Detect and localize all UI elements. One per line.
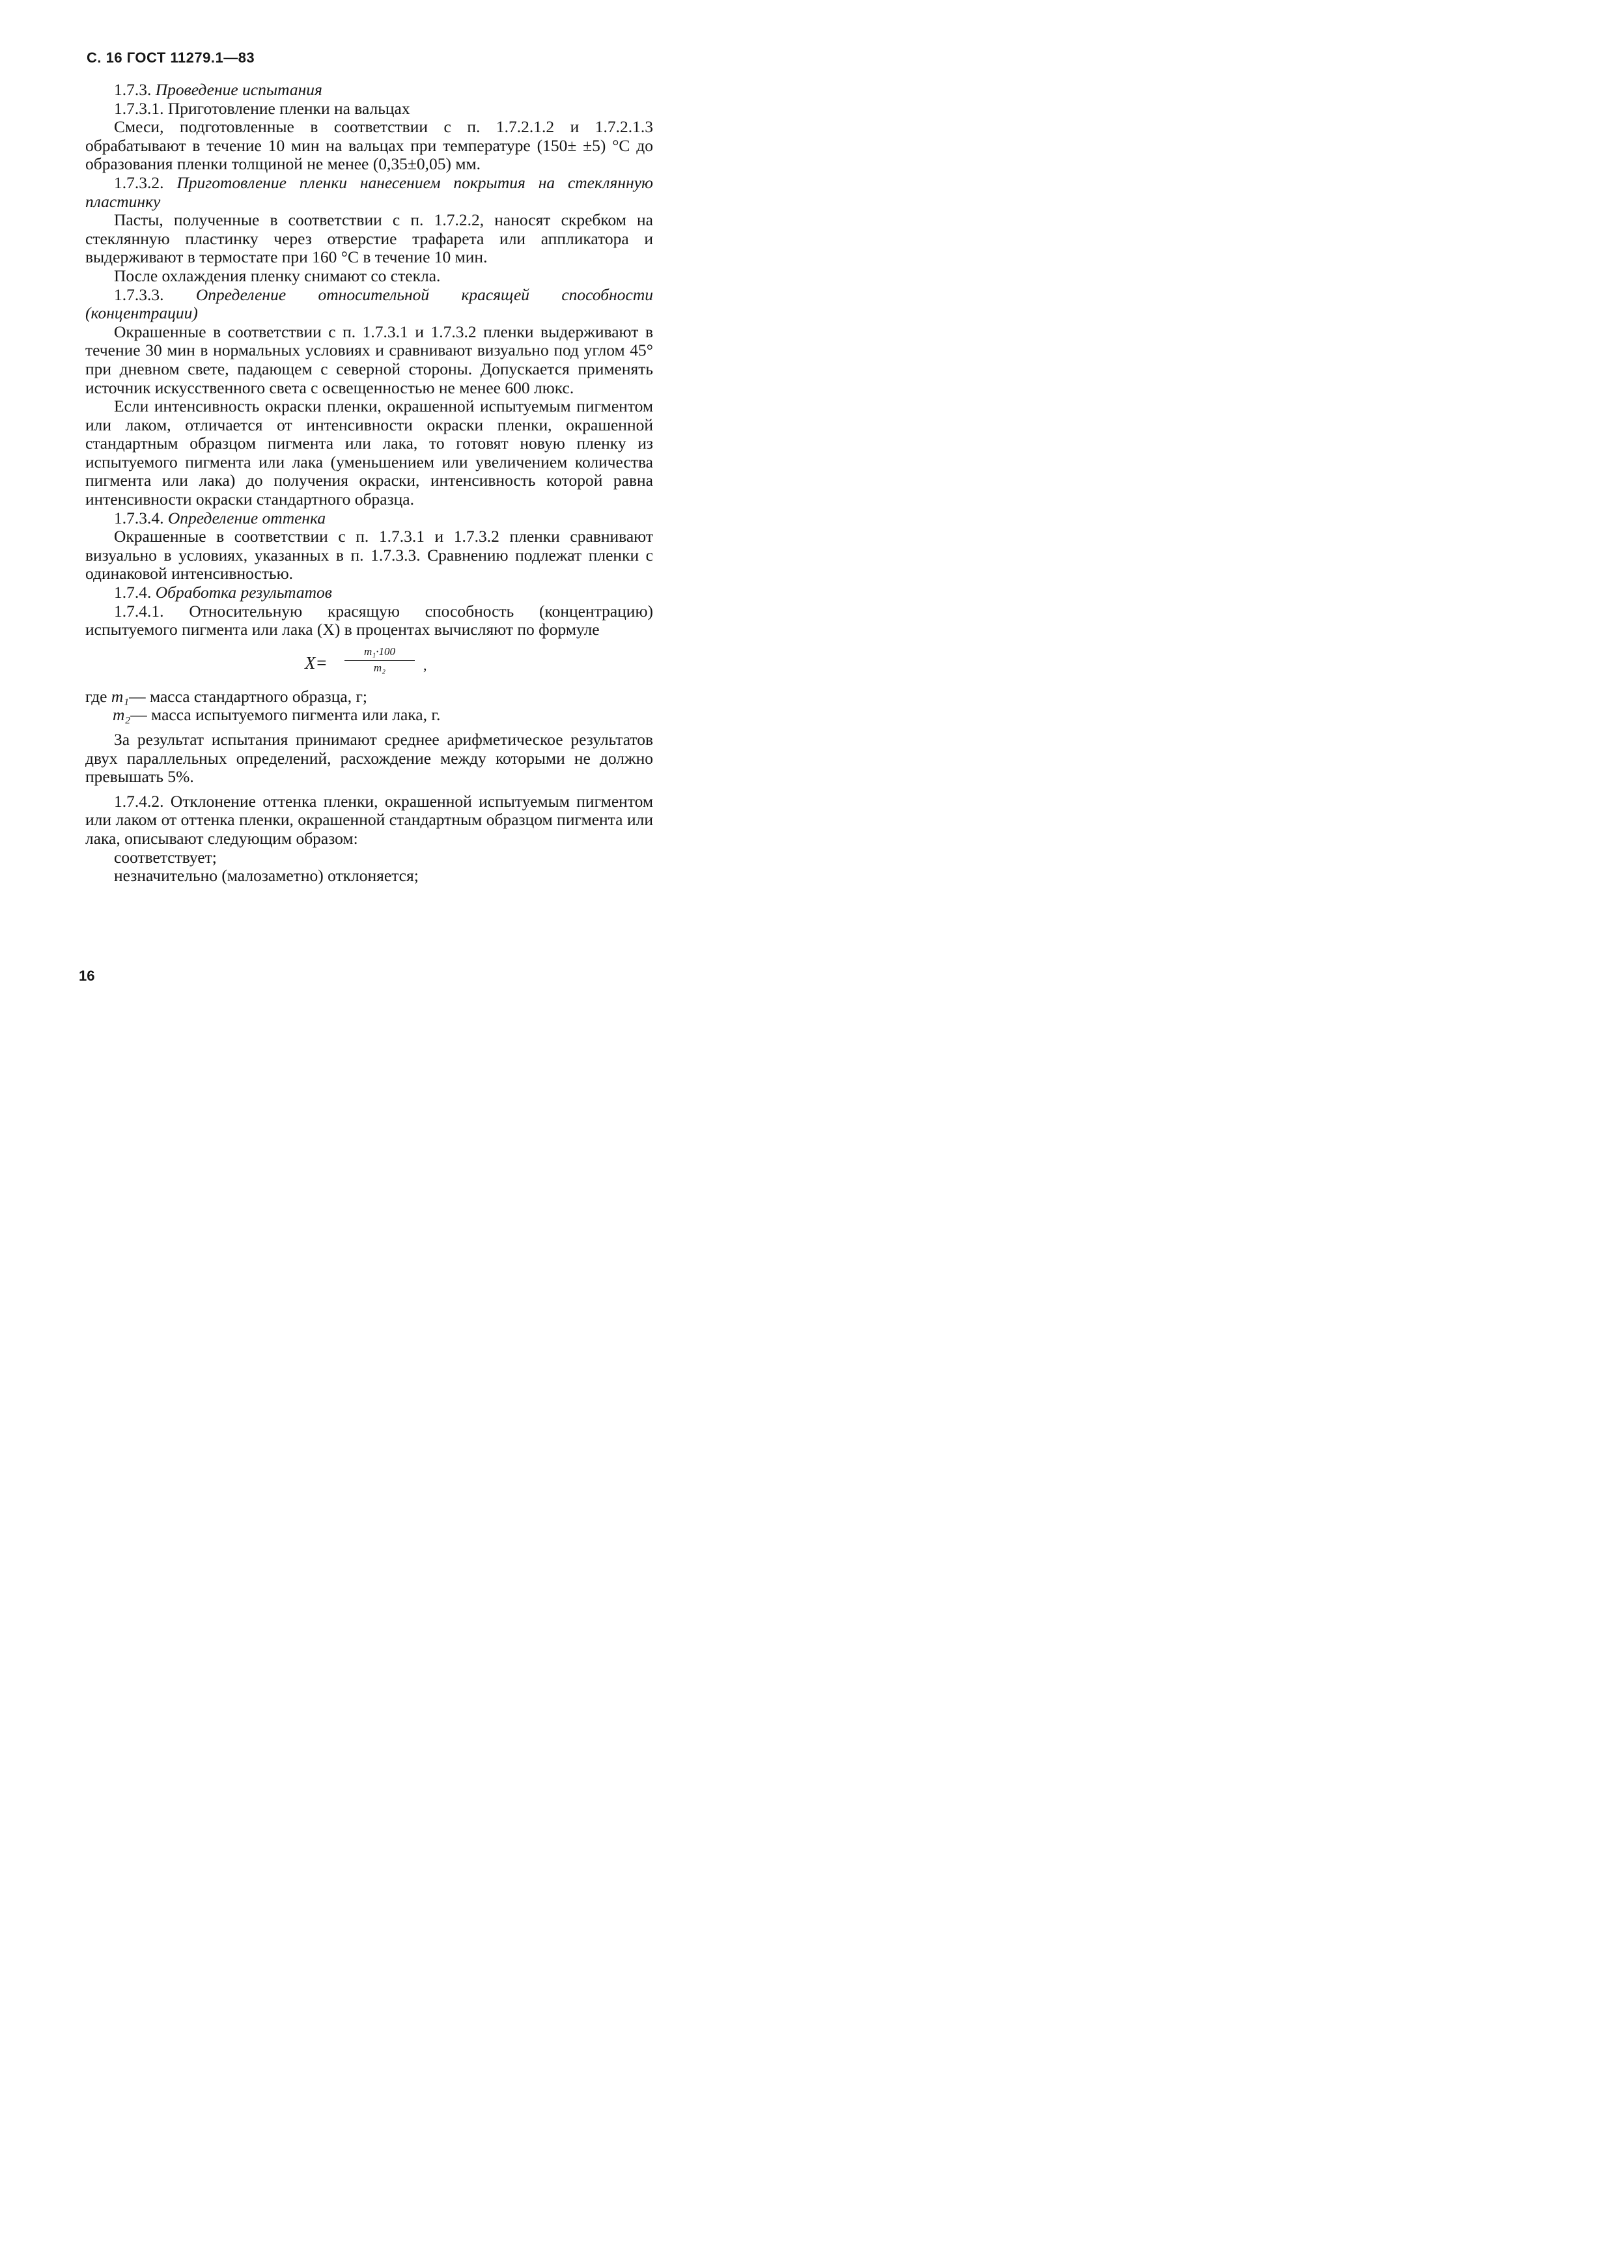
- definition-m1: [85, 688, 653, 707]
- paragraph-1-7-3-2-cont: После охлаждения пленку снимают со стекла.: [114, 266, 441, 285]
- paragraph-result: За результат испытания принимают среднее арифметическое результатов двух параллельных определений, расхождение между которыми не должно превышать 5%.: [85, 730, 653, 787]
- paragraph-1-7-3-3: Окрашенные в соответствии с п. 1.7.3.1 и 1.7.3.2 пленки выдерживают в течение 30 мин в нормальных условиях и сравнивают визуально под углом 45° при дневном свете, падающем с северной стороны. Допускается применять источник искусственного света с освещенностью не менее 600 люкс.: [85, 322, 653, 397]
- heading-title: Обработка результатов: [155, 583, 332, 602]
- paragraph-1-7-4-2: 1.7.4.2. Отклонение оттенка пленки, окрашенной испытуемым пигментом или лаком от оттенка пленки, окрашенной стандартным образцом пигмента или лака, описывают следующим образом:: [85, 791, 653, 848]
- paragraph-1-7-4-1: 1.7.4.1. Относительную красящую способность (концентрацию) испытуемого пигмента или лака (X) в процентах вычисляют по формуле: [85, 601, 653, 639]
- heading-number: 1.7.3.: [114, 80, 152, 99]
- paragraph-1-7-3-1: Смеси, подготовленные в соответствии с п. 1.7.2.1.2 и 1.7.2.1.3 обрабатывают в течение 10 мин на вальцах при температуре (150± ±5) °С до образования пленки толщиной не менее (0,35±0,05) мм.: [85, 117, 653, 174]
- formula-lhs: X=: [305, 652, 328, 673]
- subheading-1-7-3-3: [85, 286, 653, 323]
- subheading-number: 1.7.3.3.: [114, 285, 164, 304]
- heading-number: 1.7.4.: [114, 583, 152, 602]
- formula: [85, 645, 653, 688]
- subheading-1-7-3-1: 1.7.3.1. Приготовление пленки на вальцах: [114, 98, 410, 118]
- formula-numerator: m₁·100: [344, 645, 415, 661]
- definition-m2: [85, 706, 653, 725]
- where-word: где: [85, 686, 107, 706]
- definition-text: — масса стандартного образца, г;: [129, 686, 367, 706]
- formula-fraction: [344, 645, 415, 675]
- formula-comma: ,: [423, 656, 427, 673]
- subheading-number: 1.7.3.2.: [114, 173, 164, 192]
- definition-variable: m₁: [111, 686, 130, 706]
- document-page: [0, 0, 738, 1031]
- formula-denominator: m₂: [373, 661, 386, 674]
- subheading-title: Определение относительной красящей способности (концентрации): [85, 285, 653, 323]
- heading-title: Проведение испытания: [155, 80, 322, 99]
- definition-variable: m₂: [113, 705, 131, 725]
- heading-1-7-3: [85, 81, 653, 100]
- heading-1-7-4: [85, 583, 653, 602]
- page-number: 16: [79, 968, 95, 984]
- paragraph-1-7-3-3-cont: Если интенсивность окраски пленки, окрашенной испытуемым пигментом или лаком, отличается от интенсивности окраски пленки, окрашенной стандартным образцом пигмента или лака, то готовят новую пленку из испытуемого пигмента или лака (уменьшением или увеличением количества пигмента или лака) до получения окраски, интенсивность которой равна интенсивности окраски стандартного образца.: [85, 397, 653, 509]
- definition-text: — масса испытуемого пигмента или лака, г.: [130, 705, 441, 725]
- subheading-title: Приготовление пленки нанесением покрытия на стеклянную пластинку: [85, 173, 653, 211]
- subheading-title: Определение оттенка: [167, 508, 326, 527]
- subheading-1-7-3-4: [85, 509, 653, 528]
- document-body: [85, 81, 653, 886]
- running-head: С. 16 ГОСТ 11279.1—83: [87, 49, 255, 66]
- list-item: незначительно (малозаметно) отклоняется;: [114, 866, 419, 886]
- paragraph-1-7-3-4: Окрашенные в соответствии с п. 1.7.3.1 и 1.7.3.2 пленки сравнивают визуально в условиях, указанных в п. 1.7.3.3. Сравнению подлежат пленки с одинаковой интенсивностью.: [85, 527, 653, 583]
- subheading-number: 1.7.3.4.: [114, 508, 164, 527]
- subheading-1-7-3-2: [85, 174, 653, 211]
- paragraph-1-7-3-2: Пасты, полученные в соответствии с п. 1.7.2.2, наносят скребком на стеклянную пластинку через отверстие трафарета или аппликатора и выдерживают в термостате при 160 °С в течение 10 мин.: [85, 210, 653, 267]
- list-item: соответствует;: [114, 847, 217, 867]
